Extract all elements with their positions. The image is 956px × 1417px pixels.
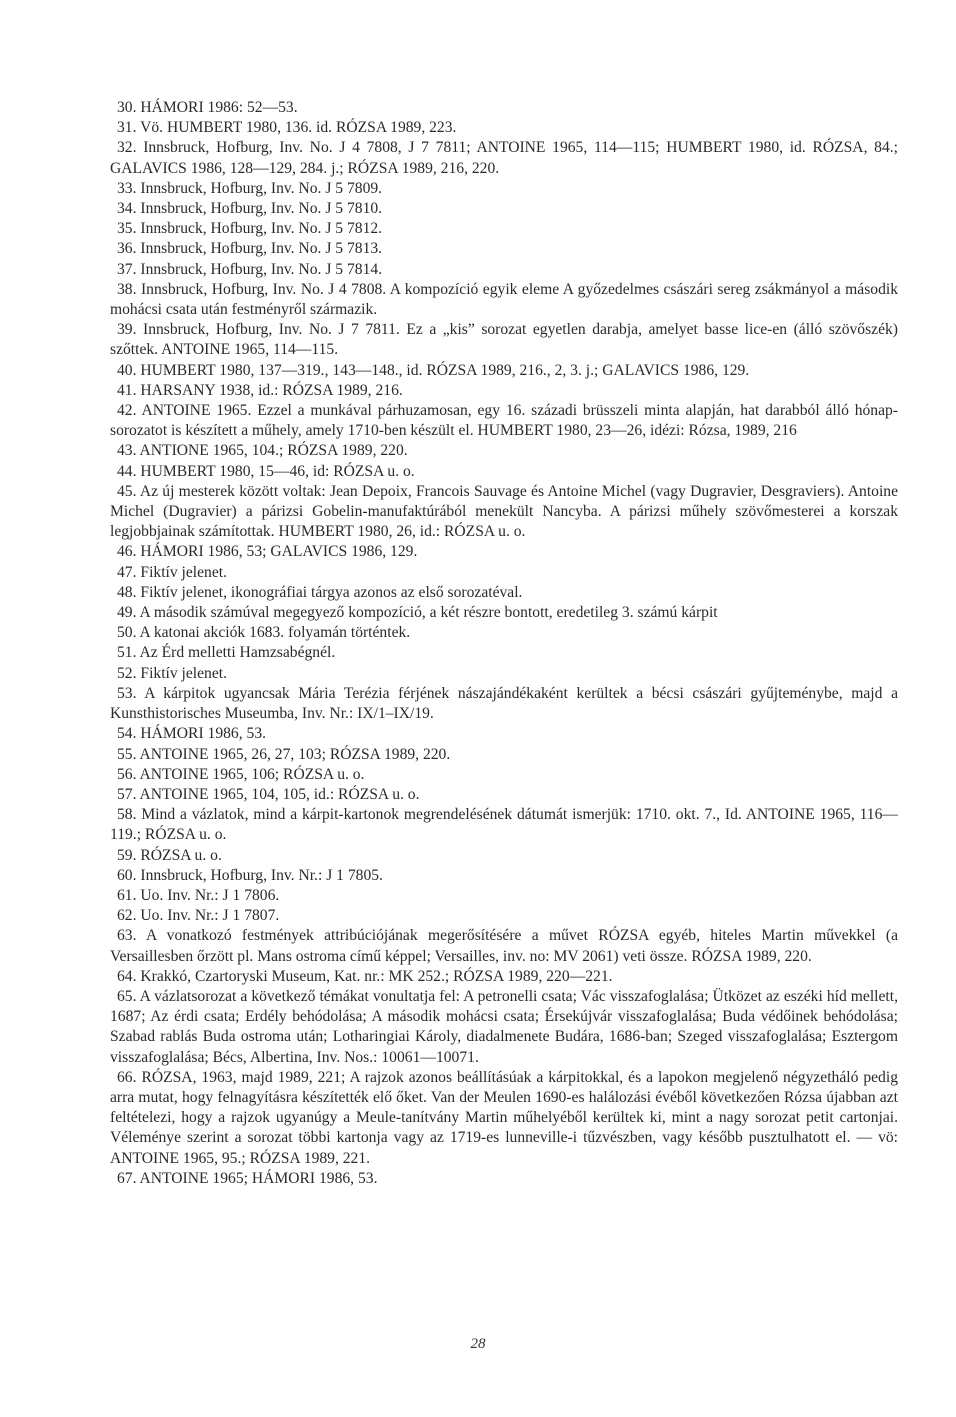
footnote: 48. Fiktív jelenet, ikonográfiai tárgya azonos az első sorozatéval. xyxy=(117,583,523,601)
footnote: 65. A vázlatsorozat a következő témákat vonultatja fel: A petronelli csata; Vác visszafoglalása; Ütközet az eszéki híd mellett, 1687; Az érdi csata; Erdély behódolása; A második mohácsi csata; Érsekújvár visszafoglalása; Buda védőinek behódolása; Szabad rablás Buda ostroma után; Lotharingiai Károly, diadalmenete Budára, 1686-ban; Szeged visszafoglalása; Esztergom visszafoglalása; Bécs, Albertina, Inv. Nos.: 10061—10071. xyxy=(110,987,902,1066)
footnote: 51. Az Érd melletti Hamzsabégnél. xyxy=(117,644,336,662)
footnote: 61. Uo. Inv. Nr.: J 1 7806. xyxy=(117,886,280,904)
footnote: 37. Innsbruck, Hofburg, Inv. No. J 5 7814. xyxy=(117,260,383,278)
footnote: 32. Innsbruck, Hofburg, Inv. No. J 4 7808, J 7 7811; ANTOINE 1965, 114—115; HUMBERT 1980, id. RÓZSA, 84.; GALAVICS 1986, 128—129, 284. j.; RÓZSA 1989, 216, 220. xyxy=(110,139,902,177)
footnote: 47. Fiktív jelenet. xyxy=(117,563,228,581)
footnote: 60. Innsbruck, Hofburg, Inv. Nr.: J 1 7805. xyxy=(117,866,383,884)
footnote: 42. ANTOINE 1965. Ezzel a munkával párhuzamosan, egy 16. századi brüsszeli minta alapján, hat darabból álló hónap-sorozatot is készített a műhely, amely 1710-ben készült el. HUMBERT 1980, 23—26, idézi: Rózsa, 1989, 216 xyxy=(110,402,898,440)
footnote: 30. HÁMORI 1986: 52—53. xyxy=(117,99,298,116)
footnote: 50. A katonai akciók 1683. folyamán történtek. xyxy=(117,624,411,642)
footnote: 53. A kárpitok ugyancsak Mária Terézia férjének nászajándékaként kerültek a bécsi császári gyűjteménybe, majd a Kunsthistorisches Museumba, Inv. Nr.: IX/1–IX/19. xyxy=(110,684,902,723)
footnote: 35. Innsbruck, Hofburg, Inv. No. J 5 7812. xyxy=(117,220,383,238)
footnote: 54. HÁMORI 1986, 53. xyxy=(117,725,267,743)
footnote: 43. ANTIONE 1965, 104.; RÓZSA 1989, 220. xyxy=(117,442,408,460)
footnote: 39. Innsbruck, Hofburg, Inv. No. J 7 7811. Ez a „kis” sorozat egyetlen darabja, amelyet basse lice-en (álló szövőszék) szőttek. ANTOINE 1965, 114—115. xyxy=(110,321,902,359)
footnote: 44. HUMBERT 1980, 15—46, id: RÓZSA u. o. xyxy=(117,462,415,480)
footnote: 34. Innsbruck, Hofburg, Inv. No. J 5 7810. xyxy=(117,200,383,218)
footnote: 58. Mind a vázlatok, mind a kárpit-kartonok megrendelésének dátumát ismerjük: 1710. okt. 7., Id. ANTOINE 1965, 116—119.; RÓZSA u. o. xyxy=(110,806,898,844)
footnote: 67. ANTOINE 1965; HÁMORI 1986, 53. xyxy=(117,1169,378,1187)
footnote: 49. A második számúval megegyező kompozíció, a két részre bontott, eredetileg 3. számú kárpit xyxy=(117,604,718,622)
footnote: 57. ANTOINE 1965, 104, 105, id.: RÓZSA u. o. xyxy=(117,785,420,803)
footnotes-column xyxy=(110,98,902,1189)
footnote: 41. HARSANY 1938, id.: RÓZSA 1989, 216. xyxy=(117,381,403,399)
footnote: 45. Az új mesterek között voltak: Jean Depoix, Francois Sauvage és Antoine Michel (vagy Dugravier, Desgraviers). Antoine Michel (Dugravier) a párizsi Gobelin-manufaktúrából menekült Nancyba. A párizsi műhely szövőmesterei a korszak legjobbjainak számítottak. HUMBERT 1980, 26, id.: RÓZSA u. o. xyxy=(110,482,902,541)
footnote: 55. ANTOINE 1965, 26, 27, 103; RÓZSA 1989, 220. xyxy=(117,745,451,763)
footnote: 31. Vö. HUMBERT 1980, 136. id. RÓZSA 1989, 223. xyxy=(117,119,457,137)
footnote: 33. Innsbruck, Hofburg, Inv. No. J 5 7809. xyxy=(117,179,383,197)
footnote: 38. Innsbruck, Hofburg, Inv. No. J 4 7808. A kompozíció egyik eleme A győzedelmes császári sereg zsákmányol a második mohácsi csata után festményről származik. xyxy=(110,280,902,319)
footnote: 63. A vonatkozó festmények attribúciójának megerősítésére a művet RÓZSA egyéb, hiteles Martin művekkel (a Versaillesben őrzött pl. Mans ostroma című képpel; Versailles, inv. no: MV 2061) veti össze. RÓZSA 1989, 220. xyxy=(110,927,902,965)
footnote: 59. RÓZSA u. o. xyxy=(117,846,222,864)
footnote: 52. Fiktív jelenet. xyxy=(117,664,228,682)
footnote: 36. Innsbruck, Hofburg, Inv. No. J 5 7813. xyxy=(117,240,383,258)
page-number: 28 xyxy=(470,1336,486,1352)
footnote: 66. RÓZSA, 1963, majd 1989, 221; A rajzok azonos beállításúak a kárpitokkal, és a lapokon megjelenő négyzetháló pedig arra mutat, hogy felnagyításra készítették elő őket. Van der Meulen 1690-es halálozási évéből következően Rózsa újabban azt feltételezi, hogy a rajzok ugyanúgy a Meule-tanítvány Martin műhelyéből kerültek ki, mint a nagy sorozat petit cartonjai. Véleménye szerint a sorozat többi kartonja vagy az 1719-es lunneville-i tűzvészben, vagy később pusztulhatott el. — vö: ANTOINE 1965, 95.; RÓZSA 1989, 221. xyxy=(110,1068,902,1167)
footnote: 64. Krakkó, Czartoryski Museum, Kat. nr.: MK 252.; RÓZSA 1989, 220—221. xyxy=(117,967,613,985)
footnote: 40. HUMBERT 1980, 137—319., 143—148., id. RÓZSA 1989, 216., 2, 3. j.; GALAVICS 1986, 129. xyxy=(117,361,750,379)
footnote: 46. HÁMORI 1986, 53; GALAVICS 1986, 129. xyxy=(117,543,418,561)
footnote: 56. ANTOINE 1965, 106; RÓZSA u. o. xyxy=(117,765,365,783)
footnote: 62. Uo. Inv. Nr.: J 1 7807. xyxy=(117,907,280,925)
